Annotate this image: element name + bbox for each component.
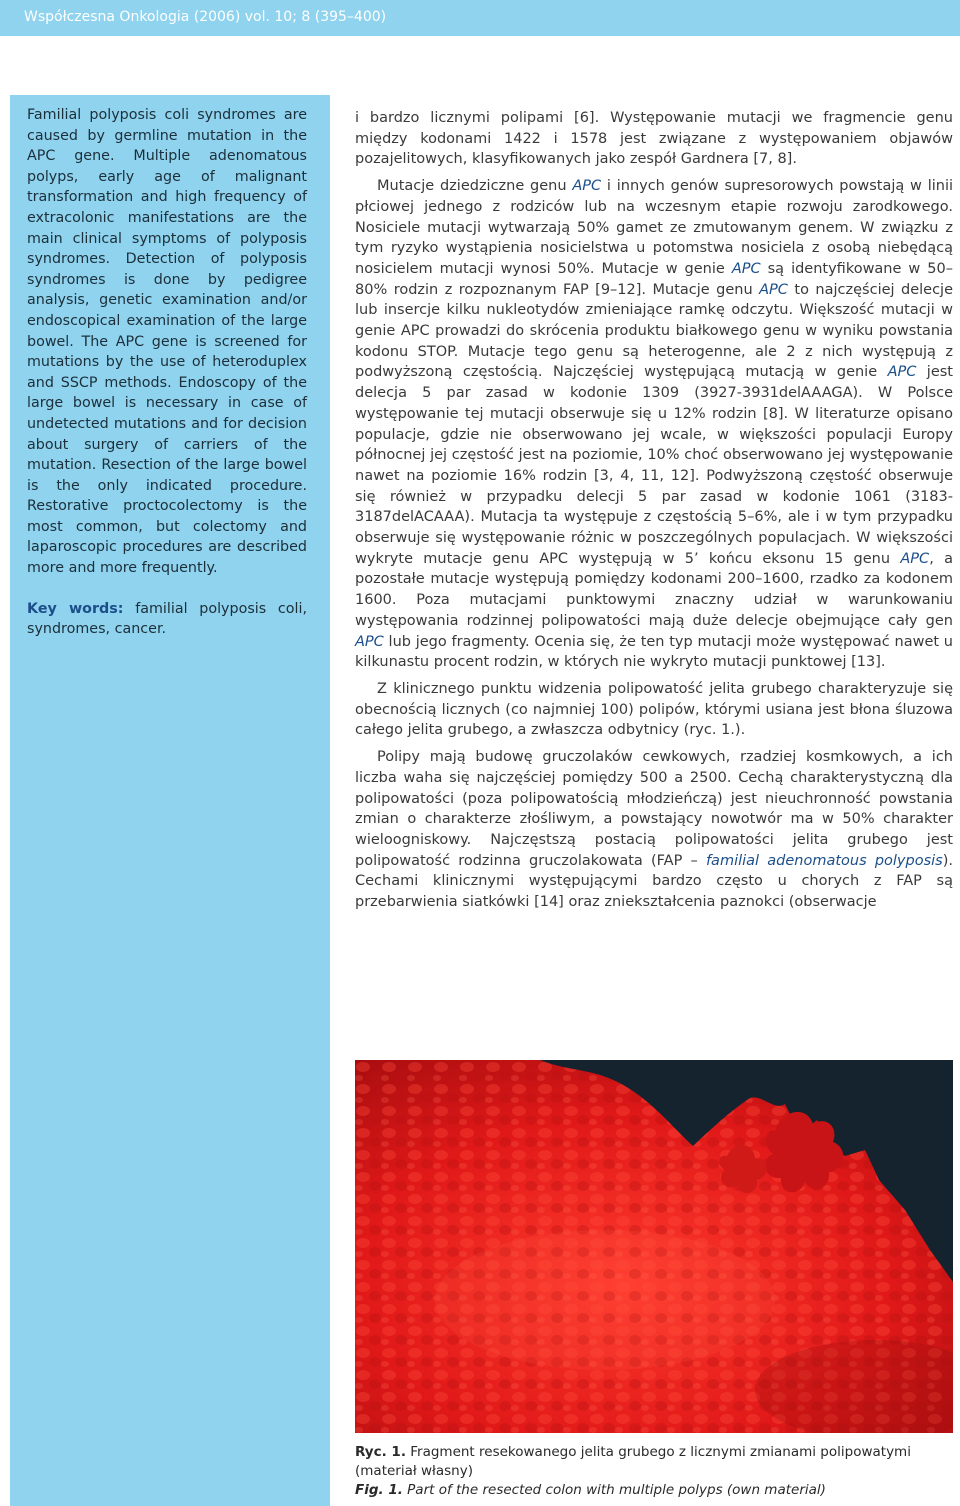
paragraph-3: [355, 679, 953, 741]
text-run: Z klinicznego punktu widzenia polipowatość jelita grubego charakteryzuje się obecnością licznych (co najmniej 100) polipów, którymi usiana jest błona śluzowa całego jelita grubego, a zwłaszcza odbytnicy (ryc. 1.).: [355, 680, 953, 739]
abstract-text: Familial polyposis coli syndromes are caused by germline mutation in the APC gene. Multiple adenomatous polyps, early age of malignant transformation and high frequency of extracolonic manifestations are the main clinical symptoms of polyposis syndromes. Detection of polyposis syndromes is done by pedigree analysis, genetic examination and/or endoscopical examination of the large bowel. The APC gene is screened for mutations by the use of heteroduplex and SSCP methods. Endoscopy of the large bowel is necessary in case of undetected mutations and for decision about surgery of carriers of the mutation. Resection of the large bowel is the only indicated procedure. Restorative proctocolectomy is the most common, but colectomy and laparoscopic procedures are described more and more frequently.: [27, 107, 307, 577]
paragraph-1: [355, 108, 953, 170]
keywords-text: familial polyposis coli, syndromes, cancer.: [27, 600, 307, 638]
caption-text-en: Part of the resected colon with multiple polyps (own material): [402, 1482, 826, 1498]
journal-reference: Współczesna Onkologia (2006) vol. 10; 8 (395–400): [24, 9, 387, 25]
figure-colon-photo: [355, 1060, 953, 1433]
keywords: [27, 599, 307, 640]
paragraph-2: [355, 176, 953, 673]
gene-name: APC: [731, 260, 761, 277]
abstract-box: [10, 95, 330, 1506]
text-run: i innych genów supresorowych powstają w linii płciowej jednego z rodziców lub na wczesnym etapie rozwoju zarodkowego. Nosiciele mutacji wytwarzają 50% gamet ze zmutowanym genem. W związku z tym ryzyko wystąpienia nosicielstwa u potomstwa nosiciela z osobą niebędącą nosicielem mutacji wynosi 50%. Mutacje w genie: [355, 178, 954, 277]
gene-name: APC: [355, 633, 384, 650]
caption-text-pl: Fragment resekowanego jelita grubego z licznymi zmianami polipowatymi (materiał własny): [355, 1444, 911, 1479]
colon-polyps-image: [355, 1060, 953, 1433]
text-run: są identyfikowane w 50–80% rodzin z rozpoznanym FAP [9–12]. Mutacje genu: [355, 260, 953, 298]
gene-name: APC: [572, 178, 602, 195]
term-italic: familial adenomatous polyposis: [705, 852, 943, 869]
caption-label-en: Fig. 1.: [355, 1482, 403, 1498]
text-run: ). Cechami klinicznymi występującymi bardzo często u chorych z FAP są przebarwienia siatkówki [14] oraz zniekształcenia paznokci (obserwacje: [355, 852, 953, 911]
keywords-label: Key words:: [27, 600, 124, 617]
caption-label-pl: Ryc. 1.: [355, 1444, 406, 1460]
paragraph-4: [355, 747, 953, 913]
text-run: jest delecja 5 par zasad w kodonie 1309 (3927-3931delAAAGA). W Polsce występowanie tej mutacji obserwuje się u 12% rodzin [8]. W literaturze opisano populacje, gdzie nie obserwowano jej wcale, w większości populacji Europy północnej jej częstość jest na poziomie, 10% choć obserwowano jej występowanie nawet na poziomie 16% rodzin [3, 4, 11, 12]. Podwyższoną częstość obserwuje się również w przypadku delecji 5 par zasad w kodonie 1061 (3183-3187delACAAA). Mutacja ta występuje z częstością 5–6%, ale i w tym przypadku obserwuje się występowanie różnic w poszczególnych populacjach. W większości wykryte mutacje genu APC występują w 5’ końcu eksonu 15 genu: [355, 364, 953, 567]
mucosa-highlight: [435, 1230, 775, 1370]
text-run: i bardzo licznymi polipami [6]. Występowanie mutacji we fragmencie genu między kodonami 1422 i 1578 jest związane z występowaniem objawów pozajelitowych, klasyfikowanych jako zespół Gardnera [7, 8].: [355, 110, 953, 168]
main-text-column: [355, 108, 953, 913]
header-band: [0, 0, 960, 36]
caption-polish: [355, 1443, 953, 1481]
text-run: , a pozostałe mutacje występują pomiędzy kodonami 200–1600, rzadko za kodonem 1600. Poza mutacjami punktowymi znaczny udział w warunkowaniu występowania rodzinnej polipowatości mają duże delecje obejmujące cały gen: [355, 550, 954, 629]
text-run: Mutacje dziedziczne genu: [377, 178, 573, 195]
gene-name: APC: [759, 281, 788, 298]
text-run: Polipy mają budowę gruczolaków cewkowych, rzadziej kosmkowych, a ich liczba waha się najczęściej pomiędzy 500 a 2500. Cechą charakterystyczną dla polipowatości (poza polipowatością młodzieńczą) jest nieuchronność powstania zmian o charakterze złośliwym, a powstający nowotwór ma w 50% charakter wieloogniskowy. Najczęstszą postacią polipowatości jelita grubego jest polipowatość rodzinna gruczolakowata (FAP –: [355, 749, 953, 869]
figure-caption: [355, 1443, 953, 1500]
text-run: to najczęściej delecje lub insercje kilku nukleotydów zmieniające ramkę odczytu. Większość mutacji w genie APC prowadzi do skrócenia produktu białkowego genu w wyniku powstania kodonu STOP. Mutacje tego genu są heterogenne, ale 2 z nich występują z podwyższoną częstością. Najczęściej występującą mutacją w genie: [355, 281, 954, 381]
caption-english: [355, 1481, 953, 1500]
gene-name: APC: [887, 364, 917, 381]
gene-name: APC: [900, 550, 930, 567]
text-run: lub jego fragmenty. Ocenia się, że ten typ mutacji może występować nawet u kilkunastu procent rodzin, w których nie wykryto mutacji punktowej [13].: [355, 633, 953, 671]
